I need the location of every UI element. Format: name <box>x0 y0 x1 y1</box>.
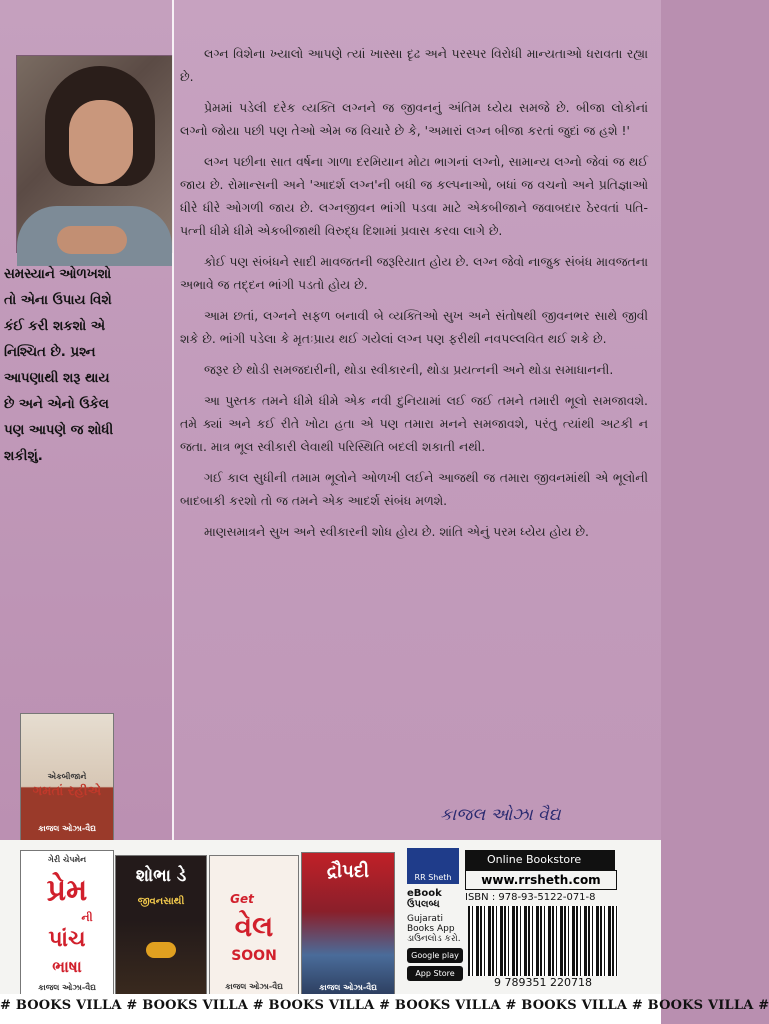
book-top: ગેરી ચેપમેન <box>47 855 87 864</box>
divider <box>172 0 174 840</box>
book-cover-gamta-rahiye <box>20 713 114 847</box>
book-title-2: પાંચ <box>48 927 86 952</box>
left-quote: સમસ્યાને ઓળખશો તો એના ઉપાય વિશે કંઈ કરી શકશો એ નિશ્ચિત છે. પ્રશ્ન આપણાથી શરૂ થાય છે અને એનો ઉકેલ પણ આપણે જ શોધી શકીશું. <box>4 267 114 464</box>
barcode <box>468 906 618 976</box>
author-signature: કાજલ ઓઝા વૈદ્ય <box>440 805 561 825</box>
paragraph: લગ્ન પછીના સાત વર્ષના ગાળા દરમિયાન મોટા ભાગનાં લગ્નો, સામાન્ય લગ્નો જેવાં જ થઈ જાય છે. રોમાન્સની અને 'આદર્શ લગ્ન'ની બધી જ કલ્પનાઓ, બધાં જ વચનો અને પ્રતિજ્ઞાઓ ધીરે ધીરે ઓગળી જાય છે. લગ્નજીવન ભાંગી પડવા માટે એકબીજાને જવાબદાર ઠેરવતાં પતિ-પત્ની ધીમે ધીમે એકબીજાથી વિરુદ્ધ દિશામાં પ્રવાસ કરવા લાગે છે. <box>180 154 648 238</box>
book-cover-draupadi <box>301 852 395 1000</box>
ebook-label: eBook ઉપલબ્ધ <box>407 888 442 910</box>
book-cover-prem-ni-panch-bhasha <box>20 850 114 1000</box>
book-author: કાજલ ઓઝા-વૈદ્ય <box>319 983 377 992</box>
paragraph: માણસમાત્રને સુખ અને સ્વીકારની શોધ હોય છે. શાંતિ એનું પરમ ધ્યેય હોય છે. <box>204 524 589 539</box>
paragraph: આ પુસ્તક તમને ધીમે ધીમે એક નવી દુનિયામાં લઈ જઈ તમને તમારી ભૂલો સમજાવશે. તમે ક્યાં અને કઈ રીતે ખોટા હતા એ પણ તમારા મનને સમજાવશે, પરંતુ ત્યાંથી અટકી ન જતા. માત્ર ભૂલ સ્વીકારી લેવાથી પરિસ્થિતિ બદલી શકાતી નથી. <box>180 393 648 454</box>
google-play-badge[interactable]: Google play <box>407 948 463 963</box>
book-title-2: વેલ <box>234 910 274 943</box>
author-photo <box>16 55 173 253</box>
paragraph: જરૂર છે થોડી સમજદારીની, થોડા સ્વીકારની, થોડા પ્રયત્નની અને થોડા સમાધાનની. <box>204 362 614 377</box>
book-title-mid: ની <box>81 911 93 924</box>
paragraph: આમ છતાં, લગ્નને સફળ બનાવી બે વ્યક્તિઓ સુખ અને સંતોષથી જીવનભર સાથે જીવી શકે છે. ભાંગી પડેલા કે મૃતઃપ્રાય થઈ ગયેલાં લગ્ન પણ ફરીથી નવપલ્લવિત થઈ શકે છે. <box>180 308 648 346</box>
book-title: શોભા ડે <box>135 866 187 886</box>
app-label: Gujarati Books App ડાઉનલોડ કરો. <box>407 914 461 944</box>
book-title: Get <box>230 892 254 906</box>
body-text <box>180 42 648 551</box>
book-title: પ્રેમ <box>46 873 88 908</box>
barcode-number: 9 789351 220718 <box>468 976 618 989</box>
book-title-3: SOON <box>231 948 277 964</box>
publisher-name: RR Sheth <box>414 873 452 882</box>
book-subtitle: જીવનસાથી <box>137 896 185 907</box>
watermark-strip: # BOOKS VILLA # BOOKS VILLA # BOOKS VILLA # BOOKS VILLA # BOOKS VILLA # BOOKS VILLA # <box>0 994 661 1024</box>
paragraph: પ્રેમમાં પડેલી દરેક વ્યક્તિ લગ્નને જ જીવનનું અંતિમ ધ્યેય સમજે છે. બીજા લોકોનાં લગ્નો જોયા પછી પણ તેઓ એમ જ વિચારે છે કે, 'અમારાં લગ્ન બીજા કરતાં જુદાં જ હશે !' <box>180 100 648 138</box>
book-cover-get-well-soon <box>209 855 299 999</box>
book-author: કાજલ ઓઝા-વૈદ્ય <box>225 982 283 991</box>
book-title: ગમતાં રહીએ <box>32 784 102 799</box>
paragraph: ગઈ કાલ સુધીની તમામ ભૂલોને ઓળખી લઈને આજથી જ તમારા જીવનમાંથી એ ભૂલોની બાદબાકી કરશો તો જ તમને એક આદર્શ સંબંધ મળશે. <box>180 470 648 508</box>
book-title-3: ભાષા <box>52 957 82 976</box>
publisher-block <box>407 848 463 981</box>
store-url[interactable]: www.rrsheth.com <box>465 870 617 890</box>
book-author: કાજલ ઓઝા-વૈદ્ય <box>38 983 96 992</box>
publisher-logo <box>407 848 459 884</box>
book-author: કાજલ ઓઝા-વૈદ્ય <box>38 824 96 833</box>
book-subtitle: એકબીજાને <box>47 772 87 781</box>
paragraph: લગ્ન વિશેના ખ્યાલો આપણે ત્યાં ખાસ્સા દૃઢ અને પરસ્પર વિરોધી માન્યતાઓ ધરાવતા રહ્યા છે. <box>180 46 648 84</box>
online-bookstore-label: Online Bookstore <box>465 850 615 870</box>
paragraph: કોઈ પણ સંબંધને સાદી માવજતની જરૂરિયાત હોય છે. લગ્ન જેવો નાજુક સંબંધ માવજતના અભાવે જ તદ્દન ભાંગી પડતો હોય છે. <box>180 254 648 292</box>
book-title: દ્રૌપદી <box>326 861 370 882</box>
book-cover-jivansathi <box>115 855 207 999</box>
app-store-badge[interactable]: App Store <box>407 966 463 981</box>
isbn: ISBN : 978-93-5122-071-8 <box>465 892 596 903</box>
